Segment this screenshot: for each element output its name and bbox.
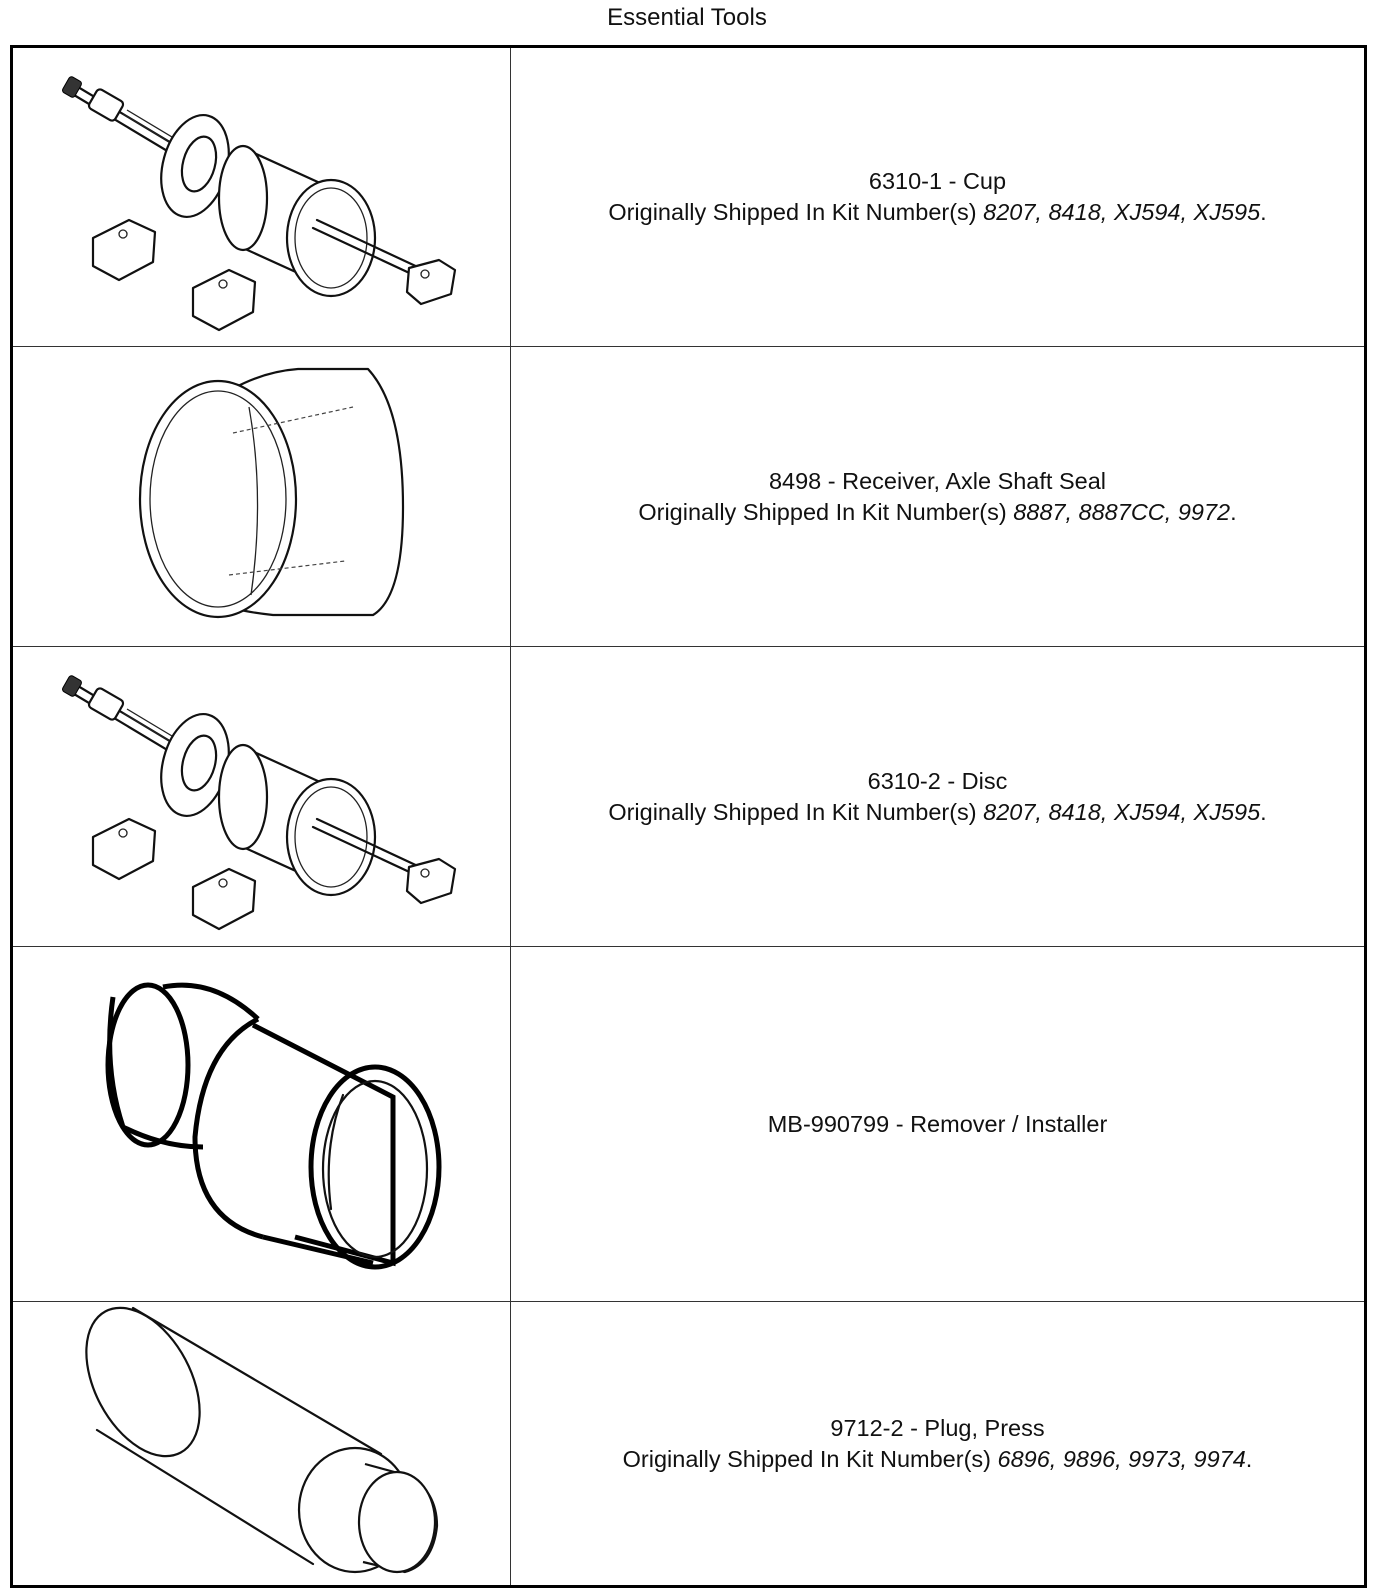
kit-label: Originally Shipped In Kit Number(s)	[608, 199, 984, 225]
tool-name: MB-990799 - Remover / Installer	[767, 1110, 1108, 1137]
press-plug-illustration	[13, 1302, 510, 1585]
kit-info	[511, 797, 1364, 828]
table-row	[12, 647, 1366, 947]
kit-suffix: .	[1260, 199, 1267, 225]
essential-tools-table	[10, 45, 1367, 1588]
stepped-sleeve-illustration	[13, 947, 510, 1301]
table-row	[12, 347, 1366, 647]
table-row	[12, 947, 1366, 1302]
kit-suffix: .	[1230, 498, 1237, 525]
bearing-puller-kit-illustration	[13, 48, 510, 346]
tool-image-cell	[12, 347, 511, 647]
page-title: Essential Tools	[607, 4, 767, 31]
table-row	[12, 1302, 1366, 1587]
tool-image-cell	[12, 647, 511, 947]
kit-numbers: 8207, 8418, XJ594, XJ595	[983, 798, 1261, 825]
tool-description-cell	[511, 1302, 1366, 1587]
tool-description-cell	[511, 947, 1366, 1302]
kit-label: Originally Shipped In Kit Number(s)	[622, 1445, 998, 1472]
tool-description-cell	[511, 647, 1366, 947]
kit-info	[511, 497, 1364, 528]
kit-numbers: 8887, 8887CC, 9972	[1013, 498, 1231, 525]
kit-suffix: .	[1260, 798, 1267, 825]
receiver-cylinder-illustration	[13, 347, 510, 646]
tool-name: 6310-2 - Disc	[867, 767, 1008, 794]
bearing-puller-kit-illustration	[13, 647, 510, 946]
kit-info	[511, 197, 1364, 228]
table-row	[12, 47, 1366, 347]
tool-image-cell	[12, 47, 511, 347]
tool-image-cell	[12, 1302, 511, 1587]
tool-name: 9712-2 - Plug, Press	[830, 1414, 1045, 1441]
kit-numbers: 6896, 9896, 9973, 9974	[997, 1445, 1246, 1472]
kit-numbers: 8207, 8418, XJ594, XJ595	[983, 199, 1261, 225]
kit-label: Originally Shipped In Kit Number(s)	[638, 498, 1014, 525]
kit-suffix: .	[1245, 1445, 1253, 1472]
tool-description-cell	[511, 47, 1366, 347]
tool-image-cell	[12, 947, 511, 1302]
kit-label: Originally Shipped In Kit Number(s)	[608, 798, 984, 825]
tool-name: 6310-1 - Cup	[868, 168, 1007, 194]
tool-description-cell	[511, 347, 1366, 647]
tool-name: 8498 - Receiver, Axle Shaft Seal	[768, 467, 1107, 494]
kit-info	[511, 1444, 1364, 1475]
